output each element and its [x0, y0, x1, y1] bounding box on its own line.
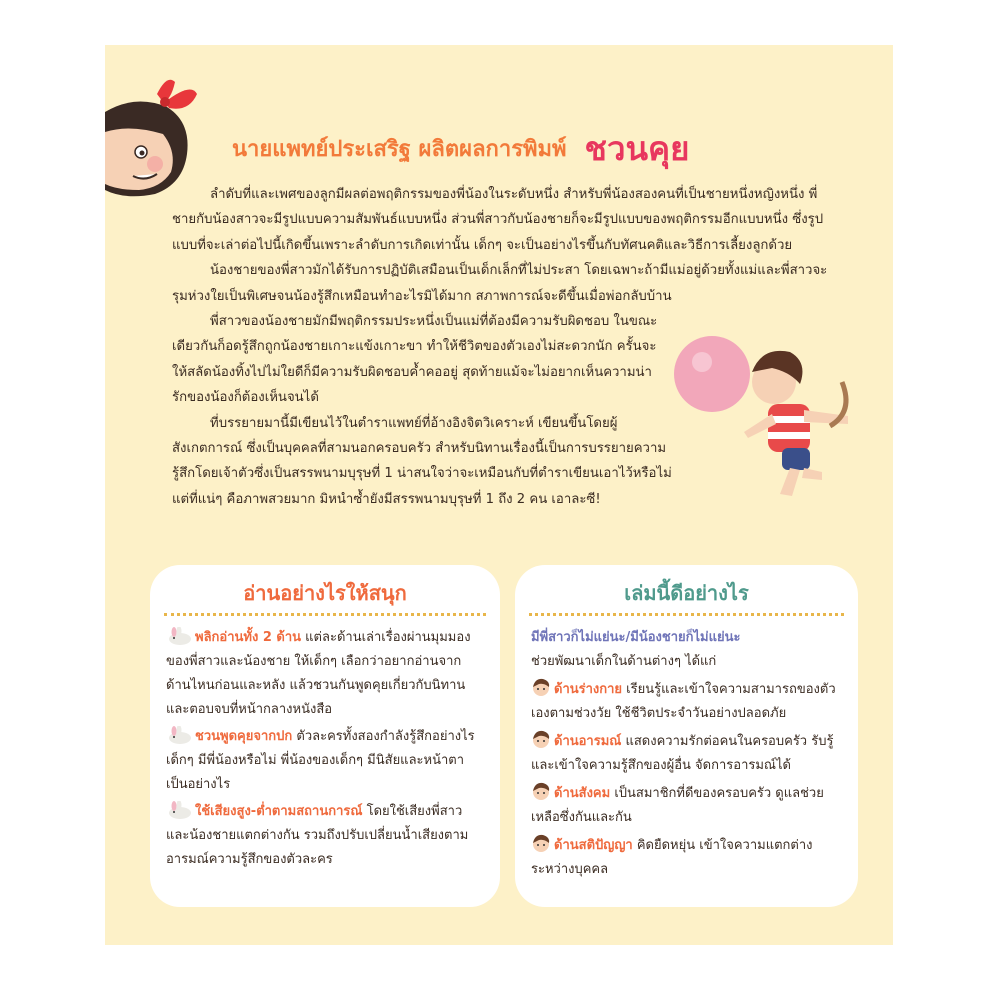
rabbit-icon [166, 726, 192, 744]
rabbit-icon [166, 627, 192, 645]
item-heading: พลิกอ่านทั้ง 2 ด้าน [195, 630, 302, 645]
intro-paragraph-2: น้องชายของพี่สาวมักได้รับการปฏิบัติเสมือนเป็นเด็กเล็กที่ไม่ประสา โดยเฉพาะถ้ามีแม่อยู่ด้วยทั้งแม่และพี่สาวจะรุมห่วงใยเป็นพิเศษจนน้องรู้สึกเหมือนทำอะไรมิได้มาก สภาพการณ์จะดีขึ้นเมื่อพ่อกลับบ้าน [172, 263, 828, 304]
boy-face-icon [531, 833, 551, 853]
why-good-lead: ช่วยพัฒนาเด็กในด้านต่างๆ ได้แก่ [531, 654, 717, 669]
heading-author: นายแพทย์ประเสริฐ ผลิตผลการพิมพ์ [232, 137, 567, 162]
list-item [166, 800, 484, 872]
item-heading: ชวนพูดคุยจากปก [195, 729, 293, 744]
why-good-title: เล่มนี้ดีอย่างไร [624, 581, 749, 605]
item-heading: ด้านร่างกาย [554, 682, 623, 697]
list-item [531, 833, 842, 882]
why-good-subtitle: มีพี่สาวก็ไม่แย่นะ/มีน้องชายก็ไม่แย่นะ [531, 630, 741, 645]
list-item [166, 626, 484, 722]
list-item [166, 725, 484, 797]
item-text: ตัวละครทั้งสองกำลังรู้สึกอย่างไร เด็กๆ มีพี่น้องหรือไม่ พี่น้องของเด็กๆ มีนิสัยและหน้าตาเป็นอย่างไร [166, 729, 475, 792]
why-good-box [515, 565, 858, 907]
item-heading: ด้านอารมณ์ [554, 734, 622, 749]
item-text: เรียนรู้และเข้าใจความสามารถของตัวเองตามช่วงวัย ใช้ชีวิตประจำวันอย่างปลอดภัย [531, 682, 836, 721]
list-item [531, 781, 842, 830]
item-text: โดยใช้เสียงพี่สาวและน้องชายแตกต่างกัน รวมถึงปรับเปลี่ยนน้ำเสียงตามอารมณ์ความรู้สึกของตัวละคร [166, 804, 469, 867]
how-to-read-box [150, 565, 500, 907]
list-item [531, 729, 842, 778]
item-heading: ใช้เสียงสูง-ต่ำตามสถานการณ์ [195, 804, 363, 819]
intro-paragraph-3: พี่สาวของน้องชายมักมีพฤติกรรมประหนึ่งเป็นแม่ที่ต้องมีความรับผิดชอบ ในขณะเดียวกันก็อดรู้สึกถูกน้องชายเกาะแข้งเกาะขา ทำให้ชีวิตของตัวเองไม่สะดวกนัก ครั้นจะให้สลัดน้องทิ้งไปไม่ใยดีก็มีความรับผิดชอบค้ำคออยู่ สุดท้ายแม้จะไม่อยากเห็นความน่ารักของน้องก็ต้องเห็นจนได้ [172, 314, 658, 406]
item-text: แสดงความรักต่อคนในครอบครัว รับรู้และเข้าใจความรู้สึกของผู้อื่น จัดการอารมณ์ได้ [531, 734, 834, 773]
boy-face-icon [531, 729, 551, 749]
boy-face-icon [531, 781, 551, 801]
how-to-read-title: อ่านอย่างไรให้สนุก [243, 581, 407, 605]
item-text: คิดยืดหยุ่น เข้าใจความแตกต่างระหว่างบุคคล [531, 838, 813, 877]
dotted-divider [164, 613, 486, 616]
item-heading: ด้านสติปัญญา [554, 838, 633, 853]
item-heading: ด้านสังคม [554, 786, 611, 801]
list-item [531, 677, 842, 726]
boy-face-icon [531, 677, 551, 697]
intro-paragraph-4: ที่บรรยายมานี้มีเขียนไว้ในตำราแพทย์ที่อ้างอิงจิตวิเคราะห์ เขียนขึ้นโดยผู้สังเกตการณ์ ซึ่งเป็นบุคคลที่สามนอกครอบครัว สำหรับนิทานเรื่องนี้เป็นการบรรยายความรู้สึกโดยเจ้าตัวซึ่งเป็นสรรพนามบุรุษที่ 1 น่าสนใจว่าจะเหมือนกับที่ตำราเขียนเอาไว้หรือไม่ แต่ที่แน่ๆ คือภาพสวยมาก มิหนำซ้ำยังมีสรรพนามบุรุษที่ 1 ถึง 2 คน เอาละซี! [172, 415, 672, 507]
heading-highlight: ชวนคุย [584, 129, 690, 168]
item-text: แต่ละด้านเล่าเรื่องผ่านมุมมองของพี่สาวและน้องชาย ให้เด็กๆ เลือกว่าอยากอ่านจากด้านไหนก่อนและหลัง แล้วชวนกันพูดคุยเกี่ยวกับนิทานและตอบจบที่หน้ากลางหนังสือ [166, 630, 471, 717]
page-heading [232, 122, 832, 174]
dotted-divider [529, 613, 844, 616]
boy-bubblegum-illustration [672, 312, 868, 502]
intro-paragraph-1: ลำดับที่และเพศของลูกมีผลต่อพฤติกรรมของพี่น้องในระดับหนึ่ง สำหรับพี่น้องสองคนที่เป็นชายหนึ่งหญิงหนึ่ง พี่ชายกับน้องสาวจะมีรูปแบบความสัมพันธ์แบบหนึ่ง ส่วนพี่สาวกับน้องชายก็จะมีรูปแบบของพฤติกรรมอีกแบบหนึ่ง ซึ่งรูปแบบที่จะเล่าต่อไปนี้เกิดขึ้นเพราะลำดับการเกิดเท่านั้น เด็กๆ จะเป็นอย่างไรขึ้นกับทัศนคติและวิธีการเลี้ยงลูกด้วย [172, 187, 824, 253]
rabbit-icon [166, 801, 192, 819]
item-text: เป็นสมาชิกที่ดีของครอบครัว ดูแลช่วยเหลือซึ่งกันและกัน [531, 786, 824, 825]
